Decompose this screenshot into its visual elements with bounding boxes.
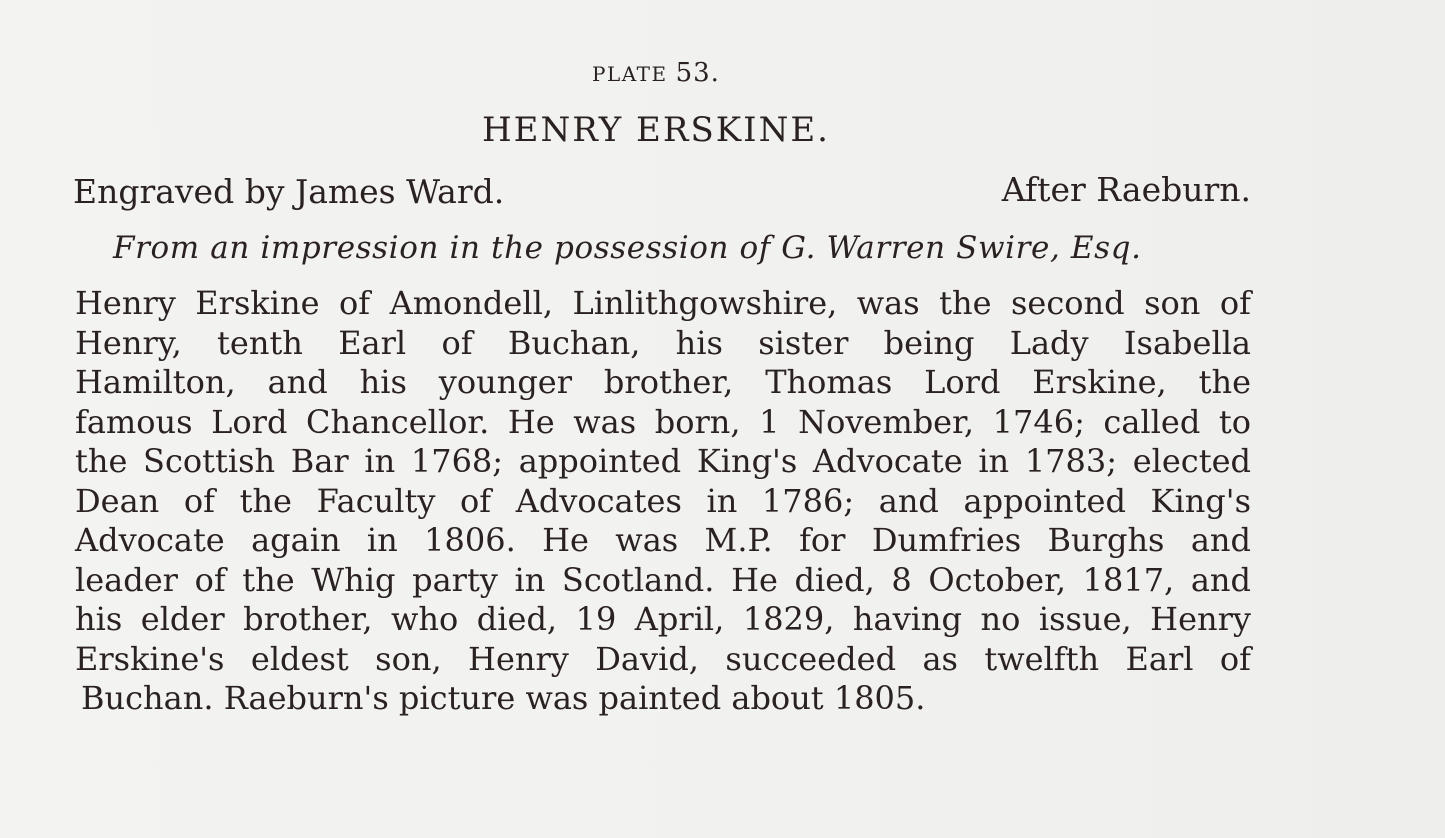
credits-line	[73, 168, 1251, 212]
body-line: the Scottish Bar in 1768; appointed King's Advocate in 1783; elected	[75, 442, 1251, 480]
page-title: HENRY ERSKINE.	[482, 110, 830, 150]
plate-label	[0, 58, 1312, 90]
body-line: his elder brother, who died, 19 April, 1829, having no issue, Henry	[75, 600, 1251, 638]
plate-number: 53.	[675, 58, 720, 88]
body-line: Erskine's eldest son, Henry David, succeeded as twelfth Earl of	[75, 639, 1251, 678]
body-line: Henry Erskine of Amondell, Linlithgowshire, was the second son of	[75, 284, 1251, 322]
body-line: Advocate again in 1806. He was M.P. for Dumfries Burghs and	[75, 521, 1251, 559]
body-line: Buchan. Raeburn's picture was painted about 1805.	[81, 679, 926, 717]
body-line: Henry, tenth Earl of Buchan, his sister being Lady Isabella	[75, 323, 1251, 362]
source-line: From an impression in the possession of G. Warren Swire, Esq.	[113, 230, 1142, 266]
biography-paragraph	[75, 284, 1251, 719]
body-line: famous Lord Chancellor. He was born, 1 November, 1746; called to	[75, 402, 1251, 441]
after-credit: After Raeburn.	[1001, 170, 1251, 209]
plate-word: PLATE	[592, 62, 668, 86]
body-line: Hamilton, and his younger brother, Thomas Lord Erskine, the	[75, 363, 1251, 401]
body-line: leader of the Whig party in Scotland. He died, 8 October, 1817, and	[75, 560, 1251, 599]
body-line: Dean of the Faculty of Advocates in 1786; and appointed King's	[75, 481, 1251, 520]
engraver-credit: Engraved by James Ward.	[73, 172, 505, 211]
